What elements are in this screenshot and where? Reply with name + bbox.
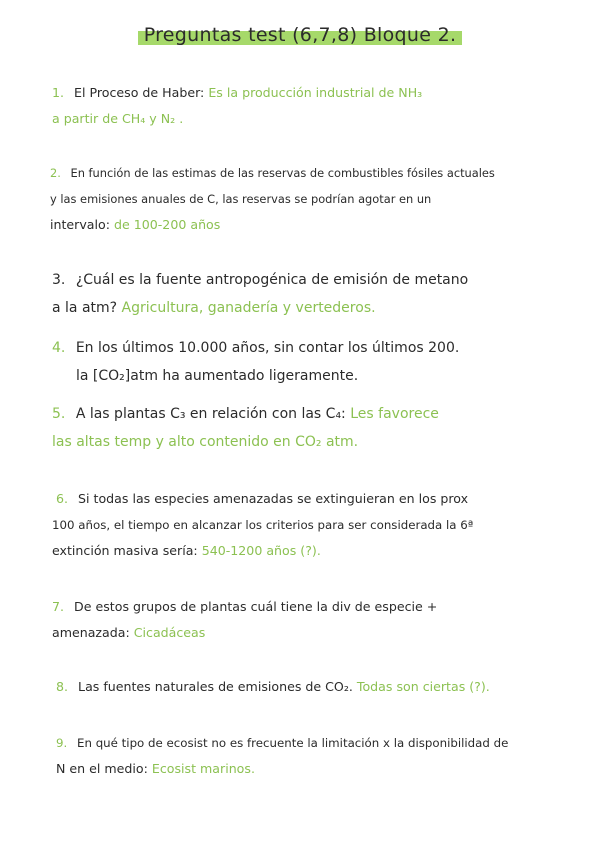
q6-text-2: 100 años, el tiempo en alcanzar los criterios para ser considerada la 6ª	[52, 518, 474, 532]
q2-text-2: y las emisiones anuales de C, las reservas se podrían agotar en un	[50, 192, 432, 206]
q8-text-1: Las fuentes naturales de emisiones de CO₂.	[78, 679, 353, 694]
page-title: Preguntas test (6,7,8) Bloque 2.	[138, 24, 463, 47]
question-5	[52, 400, 578, 456]
question-4	[52, 334, 578, 390]
q1-number: 1.	[52, 85, 65, 100]
q8-number: 8.	[56, 679, 69, 694]
q4-number: 4.	[52, 340, 66, 356]
q3-number: 3.	[52, 272, 66, 288]
q5-line-1	[52, 400, 578, 428]
question-6	[52, 486, 578, 564]
q6-line-2	[52, 512, 578, 538]
q9-number: 9.	[56, 736, 68, 750]
q7-line-1	[52, 594, 578, 620]
q5-answer-1: Les favorece	[350, 406, 439, 422]
question-9	[56, 730, 578, 782]
q1-line-2	[52, 106, 578, 132]
q2-text-3: intervalo:	[50, 217, 110, 232]
q4-line-1	[52, 334, 578, 362]
title-wrap	[0, 24, 600, 47]
q7-text-2: amenazada:	[52, 625, 130, 640]
q1-line-1	[52, 80, 578, 106]
q6-line-3	[52, 538, 578, 564]
q4-line-2	[52, 362, 578, 390]
q2-number: 2.	[50, 166, 61, 180]
q9-line-1	[56, 730, 578, 756]
q3-text-2: a la atm?	[52, 300, 118, 316]
question-7	[52, 594, 578, 646]
q2-line-3	[50, 212, 578, 238]
q6-number: 6.	[56, 491, 69, 506]
q7-number: 7.	[52, 599, 65, 614]
q7-line-2	[52, 620, 578, 646]
q1-answer-2: a partir de CH₄ y N₂ .	[52, 111, 184, 126]
q5-answer-2: las altas temp y alto contenido en CO₂ atm.	[52, 434, 359, 450]
q2-text-1: En función de las estimas de las reservas de combustibles fósiles actuales	[70, 166, 495, 180]
question-2	[50, 160, 578, 238]
q6-line-1	[52, 486, 578, 512]
q5-line-2	[52, 428, 578, 456]
q5-text-1: A las plantas C₃ en relación con las C₄:	[75, 406, 346, 422]
q3-answer-2: Agricultura, ganadería y vertederos.	[121, 300, 376, 316]
q2-answer-3: de 100-200 años	[113, 217, 221, 232]
q1-text-1: El Proceso de Haber:	[74, 85, 205, 100]
q8-line-1	[56, 674, 578, 700]
q1-answer-1: Es la producción industrial de NH₃	[208, 85, 423, 100]
q3-text-1: ¿Cuál es la fuente antropogénica de emisión de metano	[75, 272, 469, 288]
q2-line-1	[50, 160, 578, 186]
q4-text-1: En los últimos 10.000 años, sin contar los últimos 200.	[75, 340, 460, 356]
q3-line-2	[52, 294, 578, 322]
q7-text-1: De estos grupos de plantas cuál tiene la div de especie +	[74, 599, 438, 614]
question-3	[52, 266, 578, 322]
q5-number: 5.	[52, 406, 66, 422]
q4-text-2: la [CO₂]atm ha aumentado ligeramente.	[76, 368, 359, 384]
q9-line-2	[56, 756, 578, 782]
q2-line-2	[50, 186, 578, 212]
q8-answer-1: Todas son ciertas (?).	[356, 679, 490, 694]
q9-text-1: En qué tipo de ecosist no es frecuente la limitación x la disponibilidad de	[77, 736, 509, 750]
q9-text-2: N en el medio:	[56, 761, 148, 776]
q9-answer-2: Ecosist marinos.	[151, 761, 255, 776]
question-1	[52, 80, 578, 132]
q3-line-1	[52, 266, 578, 294]
question-8	[56, 674, 578, 700]
q6-text-3: extinción masiva sería:	[52, 543, 198, 558]
q7-answer-2: Cicadáceas	[133, 625, 206, 640]
q6-answer-3: 540-1200 años (?).	[201, 543, 321, 558]
q6-text-1: Si todas las especies amenazadas se extinguieran en los prox	[78, 491, 469, 506]
